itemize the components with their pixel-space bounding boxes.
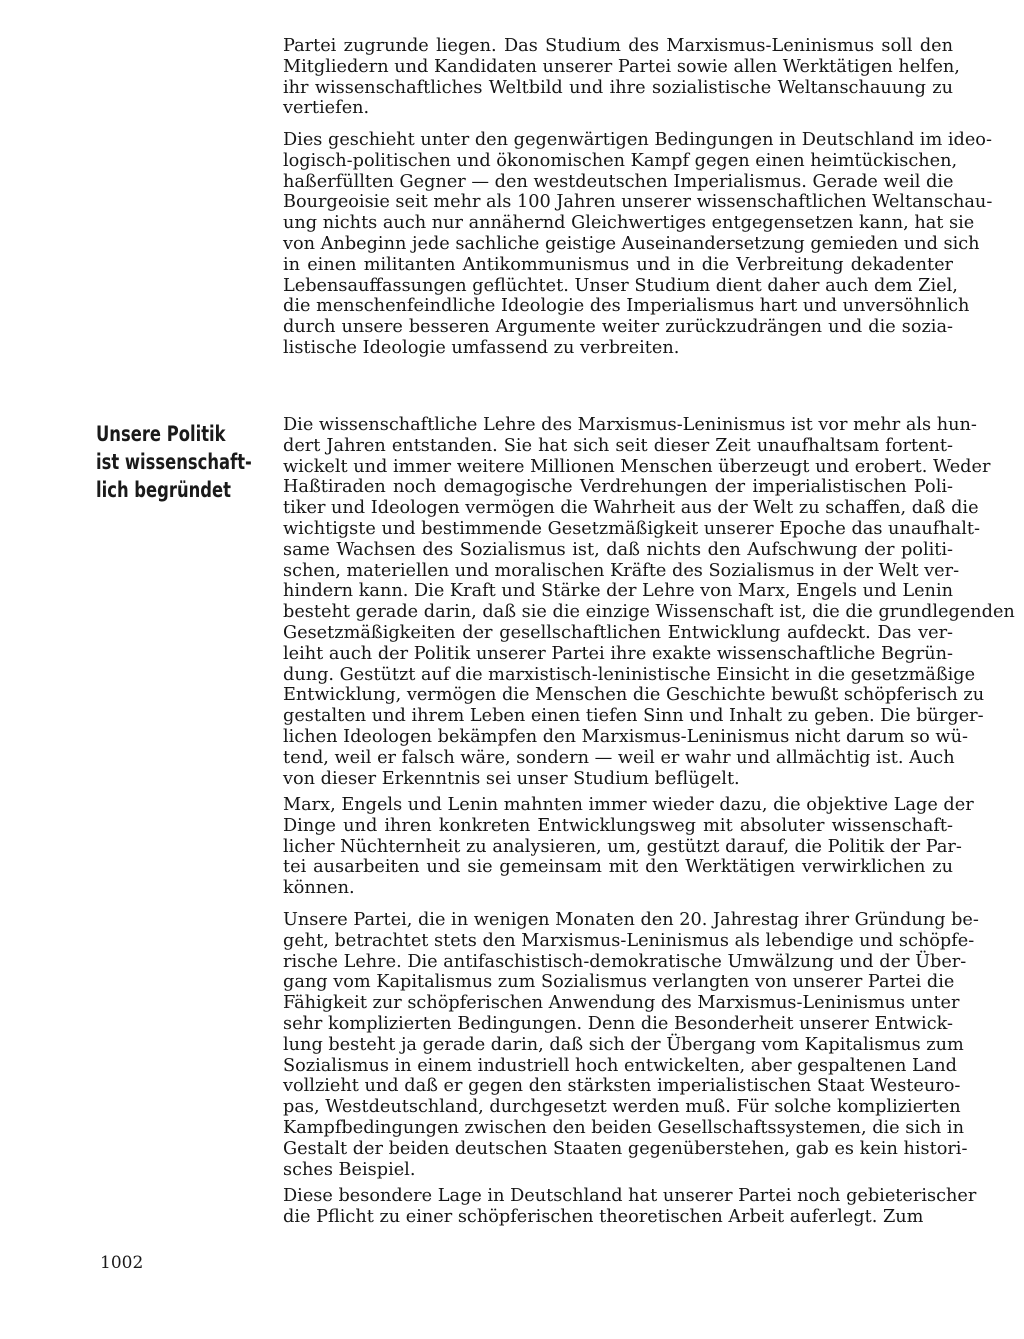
text-line: Entwicklung, vermögen die Menschen die Geschichte bewußt schöpferisch zu — [283, 685, 985, 706]
text-line: gestalten und ihrem Leben einen tiefen Sinn und Inhalt zu geben. Die bürger- — [283, 706, 984, 727]
text-line: können. — [283, 878, 355, 899]
text-line: lung besteht ja gerade darin, daß sich der Übergang vom Kapitalismus zum — [283, 1034, 964, 1055]
text-line: vollzieht und daß er gegen den stärksten imperialistischen Staat Westeuro- — [283, 1076, 961, 1097]
text-line: pas, Westdeutschland, durchgesetzt werden muß. Für solche komplizierten — [283, 1097, 961, 1118]
paragraph-1 — [283, 36, 960, 119]
paragraph-5 — [283, 910, 979, 1180]
text-line: lichen Ideologen bekämpfen den Marxismus-Leninismus nicht darum so wü- — [283, 726, 968, 747]
text-line: wichtigste und bestimmende Gesetzmäßigkeit unserer Epoche das unaufhalt- — [283, 518, 980, 539]
text-line: haßerfüllten Gegner — den westdeutschen Imperialismus. Gerade weil die — [283, 171, 954, 192]
text-line: same Wachsen des Sozialismus ist, daß nichts den Aufschwung der politi- — [283, 539, 953, 560]
text-line: gang vom Kapitalismus zum Sozialismus verlangten von unserer Partei die — [283, 972, 955, 993]
text-line: listische Ideologie umfassend zu verbreiten. — [283, 337, 680, 358]
paragraph-4 — [283, 795, 974, 899]
paragraph-6 — [283, 1186, 977, 1228]
text-line: logisch-politischen und ökonomischen Kampf gegen einen heimtückischen, — [283, 150, 958, 171]
text-line: sches Beispiel. — [283, 1159, 416, 1180]
text-line: Partei zugrunde liegen. Das Studium des Marxismus-Leninismus soll den — [283, 36, 953, 56]
text-line: licher Nüchternheit zu analysieren, um, gestützt darauf, die Politik der Par- — [283, 836, 962, 857]
text-line: in einen militanten Antikommunismus und in die Verbreitung dekadenter — [283, 254, 953, 275]
text-line: ihr wissenschaftliches Weltbild und ihre sozialistische Weltanschauung zu — [283, 77, 953, 98]
text-line: Haßtiraden noch demagogische Verdrehungen der imperialistischen Poli- — [283, 477, 953, 498]
text-line: Gestalt der beiden deutschen Staaten gegenüberstehen, gab es kein histori- — [283, 1138, 968, 1159]
text-line: Unsere Partei, die in wenigen Monaten den 20. Jahrestag ihrer Gründung be- — [283, 910, 979, 930]
text-line: Sozialismus in einem industriell hoch entwickelten, aber gespaltenen Land — [283, 1055, 957, 1076]
text-line: Lebensauffassungen geflüchtet. Unser Studium dient daher auch dem Ziel, — [283, 275, 958, 296]
text-line: Bourgeoisie seit mehr als 100 Jahren unserer wissenschaftlichen Weltanschau- — [283, 192, 993, 213]
text-line: Dies geschieht unter den gegenwärtigen Bedingungen in Deutschland im ideo- — [283, 130, 992, 150]
text-line: tend, weil er falsch wäre, sondern — weil er wahr und allmächtig ist. Auch — [283, 747, 955, 768]
text-line: schen, materiellen und moralischen Kräfte des Sozialismus in der Welt ver- — [283, 560, 960, 581]
text-line: Kampfbedingungen zwischen den beiden Gesellschaftssystemen, die sich in — [283, 1117, 964, 1138]
text-line: leiht auch der Politik unserer Partei ihre exakte wissenschaftliche Begrün- — [283, 643, 953, 664]
text-line: Fähigkeit zur schöpferischen Anwendung des Marxismus-Leninismus unter — [283, 993, 960, 1014]
text-line: von dieser Erkenntnis sei unser Studium beflügelt. — [283, 768, 740, 789]
text-line: von Anbeginn jede sachliche geistige Auseinandersetzung gemieden und sich — [283, 233, 980, 254]
text-line: durch unsere besseren Argumente weiter zurückzudrängen und die sozia- — [283, 317, 953, 338]
text-line: vertiefen. — [283, 98, 370, 119]
text-line: Diese besondere Lage in Deutschland hat unserer Partei noch gebieterischer — [283, 1186, 977, 1206]
paragraph-3 — [283, 415, 1015, 789]
text-line: tiker und Ideologen vermögen die Wahrheit aus der Welt zu schaffen, daß die — [283, 498, 979, 519]
text-line: ung nichts auch nur annähernd Gleichwertiges entgegensetzen kann, hat sie — [283, 213, 975, 234]
side-heading — [96, 420, 266, 504]
text-line: sehr komplizierten Bedingungen. Denn die Besonderheit unserer Entwick- — [283, 1013, 953, 1034]
text-line: dert Jahren entstanden. Sie hat sich seit dieser Zeit unaufhaltsam fortent- — [283, 435, 953, 456]
text-line: geht, betrachtet stets den Marxismus-Leninismus als lebendige und schöpfe- — [283, 930, 975, 951]
text-line: wickelt und immer weitere Millionen Menschen überzeugt und erobert. Weder — [283, 456, 991, 477]
text-line: Marx, Engels und Lenin mahnten immer wieder dazu, die objektive Lage der — [283, 795, 974, 815]
side-heading-line: Unsere Politik — [96, 422, 226, 446]
text-line: hindern kann. Die Kraft und Stärke der Lehre von Marx, Engels und Lenin — [283, 581, 954, 602]
side-heading-line: lich begründet — [96, 478, 231, 502]
text-line: Mitgliedern und Kandidaten unserer Partei sowie allen Werktätigen helfen, — [283, 56, 960, 77]
text-line: die Pflicht zu einer schöpferischen theoretischen Arbeit auferlegt. Zum — [283, 1206, 924, 1227]
text-line: Gesetzmäßigkeiten der gesellschaftlichen Entwicklung aufdeckt. Das ver- — [283, 622, 953, 643]
text-line: tei ausarbeiten und sie gemeinsam mit den Werktätigen verwirklichen zu — [283, 857, 953, 878]
text-line: besteht gerade darin, daß sie die einzige Wissenschaft ist, die die grundlegenden — [283, 602, 1015, 623]
text-line: Dinge und ihren konkreten Entwicklungsweg mit absoluter wissenschaft- — [283, 815, 953, 836]
paragraph-2 — [283, 130, 993, 359]
text-line: rische Lehre. Die antifaschistisch-demokratische Umwälzung und der Über- — [283, 951, 967, 972]
text-line: dung. Gestützt auf die marxistisch-leninistische Einsicht in die gesetzmäßige — [283, 664, 976, 685]
side-heading-line: ist wissenschaft- — [96, 450, 252, 474]
page-number: 1002 — [100, 1253, 144, 1273]
text-line: die menschenfeindliche Ideologie des Imperialismus hart und unversöhnlich — [283, 296, 970, 317]
text-line: Die wissenschaftliche Lehre des Marxismus-Leninismus ist vor mehr als hun- — [283, 415, 977, 435]
